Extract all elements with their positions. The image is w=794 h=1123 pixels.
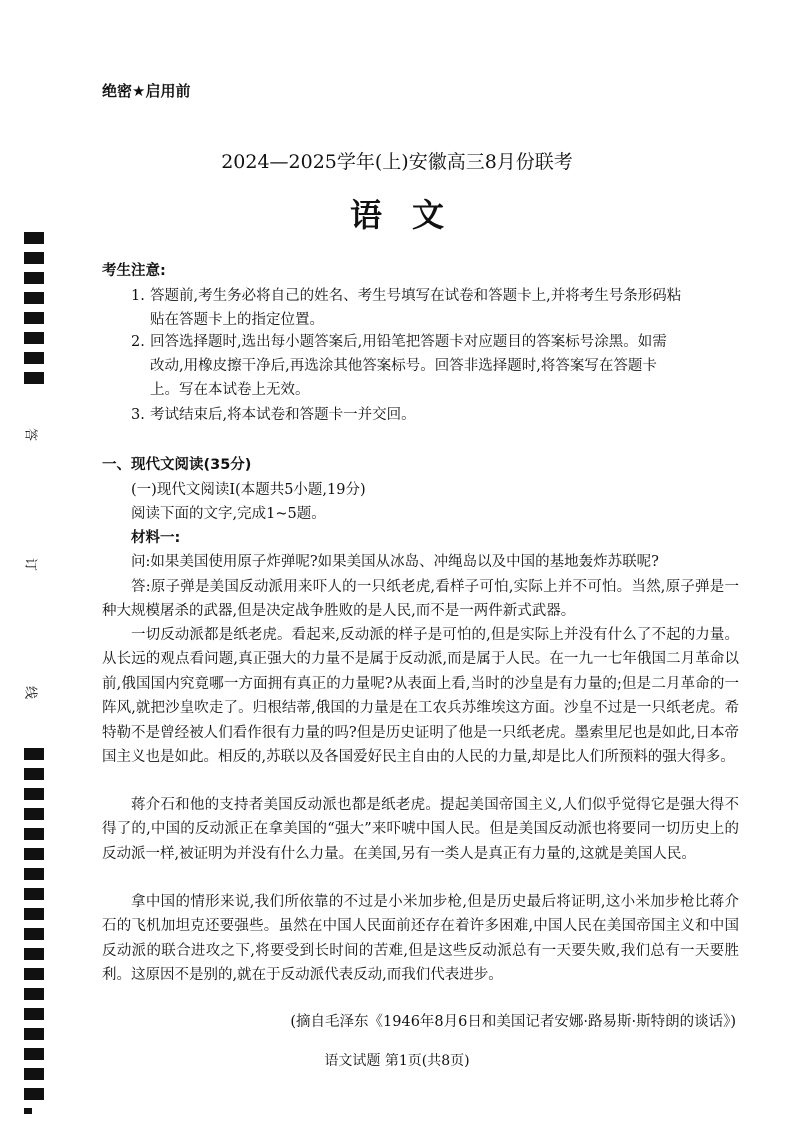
binding-mark bbox=[24, 332, 44, 344]
binding-mark bbox=[24, 928, 44, 940]
subject-title: 语文 bbox=[349, 196, 474, 234]
binding-mark bbox=[24, 1028, 44, 1040]
exam-title: 2024—2025学年(上)安徽高三8月份联考 bbox=[221, 151, 573, 173]
paragraph: 答:原子弹是美国反动派用来吓人的一只纸老虎,看样子可怕,实际上并不可怕。当然,原子弹是一种大规模屠杀的武器,但是决定战争胜败的是人民,而不是一两件新式武器。 bbox=[102, 579, 739, 620]
binding-mark bbox=[24, 312, 44, 324]
binding-mark bbox=[24, 352, 44, 364]
note-number: 2. bbox=[131, 334, 145, 350]
material-label: 材料一: bbox=[131, 530, 181, 546]
binding-mark bbox=[24, 948, 44, 960]
note-item-3 bbox=[131, 403, 739, 427]
binding-mark bbox=[24, 908, 44, 920]
note-line: 回答选择题时,选出每小题答案后,用铅笔把答题卡对应题目的答案标号涂黑。如需 bbox=[150, 334, 667, 350]
page-footer: 语文试题 第1页(共8页) bbox=[324, 1053, 470, 1069]
note-line: 贴在答题卡上的指定位置。 bbox=[150, 312, 324, 328]
binding-label: 订 bbox=[22, 557, 38, 571]
binding-mark bbox=[24, 292, 44, 304]
note-line: 考试结束后,将本试卷和答题卡一并交回。 bbox=[150, 407, 416, 423]
source-citation: (摘自毛泽东《1946年8月6日和美国记者安娜·路易斯·斯特朗的谈话》) bbox=[290, 1014, 736, 1030]
binding-mark bbox=[24, 1008, 44, 1020]
sub-heading: (一)现代文阅读Ⅰ(本题共5小题,19分) bbox=[131, 482, 366, 498]
secret-label: 绝密★启用前 bbox=[102, 82, 191, 100]
binding-mark bbox=[24, 868, 44, 880]
note-item-2 bbox=[131, 330, 739, 402]
section-heading: 一、现代文阅读(35分) bbox=[102, 457, 252, 473]
paragraph: 拿中国的情形来说,我们所依靠的不过是小米加步枪,但是历史最后将证明,这小米加步枪比蒋介石的飞机加坦克还要强些。虽然在中国人民面前还存在着许多困难,中国人民在美国帝国主义和中国反动派的联合进攻之下,将要受到长时间的苦难,但是这些反动派总有一天要失败,我们总有一天要胜利。这原因不是别的,就在于反动派代表反动,而我们代表进步。 bbox=[102, 894, 739, 984]
binding-mark bbox=[24, 808, 44, 820]
paragraph: 问:如果美国使用原子炸弹呢?如果美国从冰岛、冲绳岛以及中国的基地轰炸苏联呢? bbox=[131, 554, 659, 570]
binding-mark bbox=[24, 828, 44, 840]
note-number: 1. bbox=[131, 288, 145, 304]
paragraph: 一切反动派都是纸老虎。看起来,反动派的样子是可怕的,但是实际上并没有什么了不起的力量。从长远的观点看问题,真正强大的力量不是属于反动派,而是属于人民。在一九一七年俄国二月革命以前,俄国国内究竟哪一方面拥有真正的力量呢?从表面上看,当时的沙皇是有力量的;但是二月革命的一阵风,就把沙皇吹走了。归根结蒂,俄国的力量是在工农兵苏维埃这方面。沙皇不过是一只纸老虎。希特勒不是曾经被人们看作很有力量的吗?但是历史证明了他是一只纸老虎。墨索里尼也是如此,日本帝国主义也是如此。相反的,苏联以及各国爱好民主自由的人民的力量,却是比人们所预料的强大得多。 bbox=[102, 627, 739, 766]
binding-mark bbox=[24, 888, 44, 900]
binding-mark bbox=[24, 372, 44, 384]
binding-mark bbox=[24, 968, 44, 980]
binding-mark bbox=[24, 1088, 44, 1100]
binding-mark bbox=[24, 768, 44, 780]
note-line: 答题前,考生务必将自己的姓名、考生号填写在试卷和答题卡上,并将考生号条形码粘 bbox=[150, 288, 682, 304]
binding-mark bbox=[24, 988, 44, 1000]
binding-mark bbox=[24, 848, 44, 860]
binding-mark bbox=[24, 788, 44, 800]
binding-label: 线 bbox=[22, 685, 38, 699]
instruction: 阅读下面的文字,完成1~5题。 bbox=[131, 506, 326, 522]
binding-mark bbox=[24, 1108, 32, 1114]
note-line: 上。写在本试卷上无效。 bbox=[150, 382, 310, 398]
note-number: 3. bbox=[131, 407, 145, 423]
binding-mark bbox=[24, 748, 44, 760]
note-item-1 bbox=[131, 284, 739, 332]
binding-mark bbox=[24, 252, 44, 264]
notes-heading: 考生注意: bbox=[102, 263, 166, 279]
note-line: 改动,用橡皮擦干净后,再选涂其他答案标号。回答非选择题时,将答案写在答题卡 bbox=[150, 358, 657, 374]
binding-label: 答 bbox=[22, 427, 38, 441]
paragraph: 蒋介石和他的支持者美国反动派也都是纸老虎。提起美国帝国主义,人们似乎觉得它是强大得不得了的,中国的反动派正在拿美国的“强大”来吓唬中国人民。但是美国反动派也将要同一切历史上的反动派一样,被证明为并没有什么力量。在美国,另有一类人是真正有力量的,这就是美国人民。 bbox=[102, 797, 739, 862]
binding-mark bbox=[24, 272, 44, 284]
